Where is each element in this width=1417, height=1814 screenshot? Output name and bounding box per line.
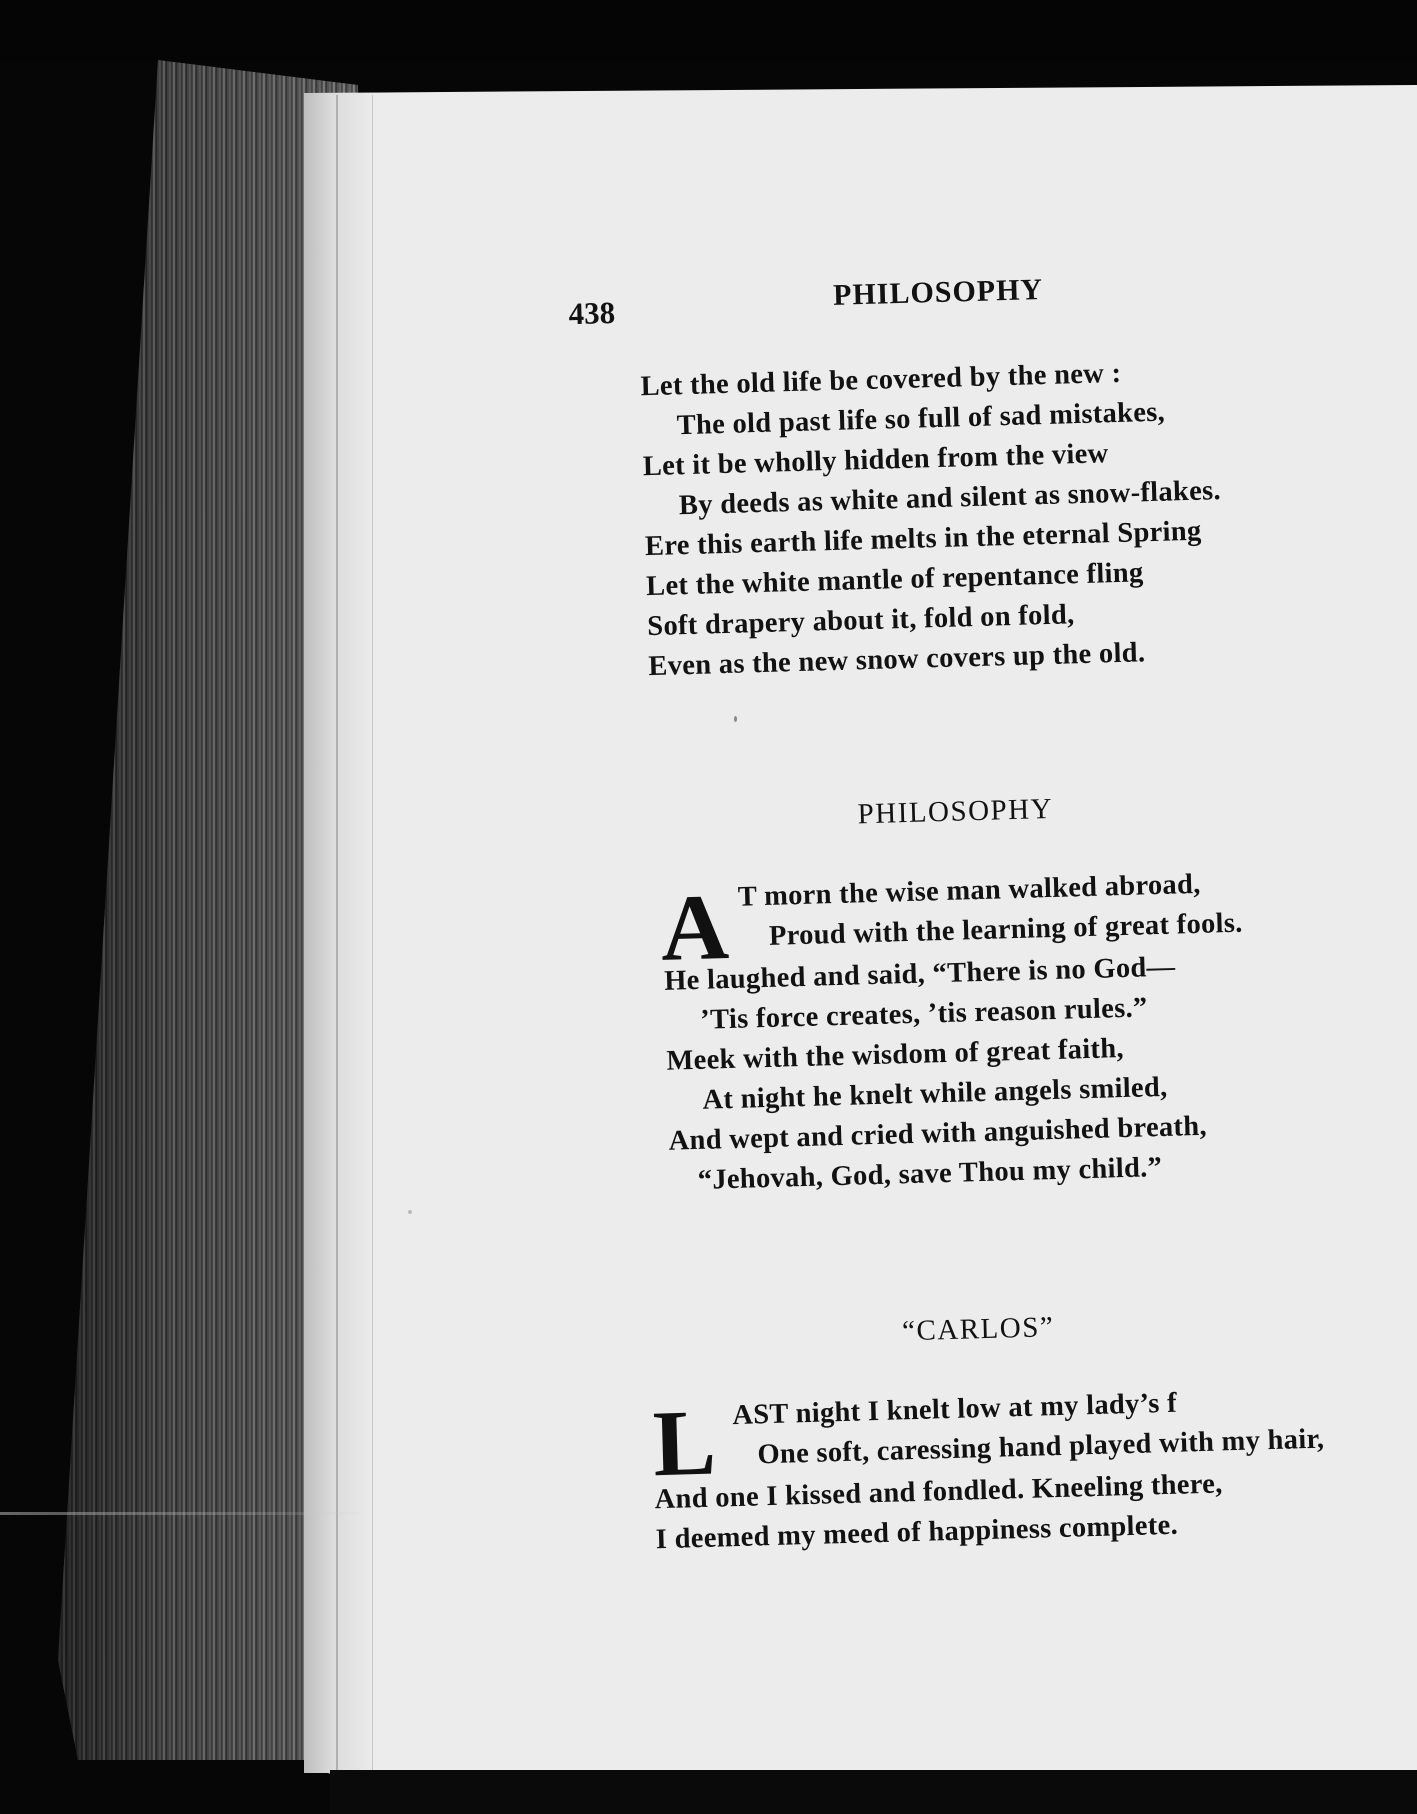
verse-line: AST night I knelt low at my lady’s f (731, 1387, 1178, 1432)
verse-line: And one I kissed and fondled. Kneeling there, (654, 1468, 1223, 1516)
verse-line: Even as the new snow covers up the old. (647, 637, 1146, 683)
verse-line: And wept and cried with anguished breath, (668, 1110, 1208, 1157)
verse-line: Meek with the wisdom of great faith, (666, 1033, 1125, 1077)
verse-line: He laughed and said, “There is no God— (663, 951, 1176, 997)
verse-line: “Jehovah, God, save Thou my child.” (697, 1152, 1163, 1196)
verse-line: I deemed my meed of happiness complete. (655, 1509, 1179, 1556)
verse-line: Let the white mantle of repentance fling (645, 557, 1144, 603)
verse-line: One soft, caressing hand played with my hair, (757, 1423, 1325, 1471)
verse-line: At night he knelt while angels smiled, (702, 1071, 1168, 1116)
verse-line: T morn the wise man walked abroad, (737, 868, 1201, 913)
verse-line: Let it be wholly hidden from the view (642, 438, 1109, 483)
verse-line: By deeds as white and silent as snow-flakes. (678, 475, 1222, 522)
poem-title: PHILOSOPHY (857, 792, 1054, 831)
drop-cap: L (651, 1390, 718, 1497)
page-number: 438 (568, 294, 616, 332)
verse-line: Let the old life be covered by the new : (640, 357, 1122, 403)
verse-line: Proud with the learning of great fools. (768, 907, 1244, 952)
verse-line: ’Tis force creates, ’tis reason rules.” (699, 992, 1148, 1036)
poem-title: “CARLOS” (901, 1311, 1055, 1348)
running-head: PHILOSOPHY (832, 272, 1044, 312)
verse-line: The old past life so full of sad mistakes, (676, 396, 1166, 442)
verse-line: Soft drapery about it, fold on fold, (646, 599, 1075, 643)
verse-line: Ere this earth life melts in the eternal Spring (644, 515, 1202, 563)
drop-cap: A (659, 875, 731, 981)
